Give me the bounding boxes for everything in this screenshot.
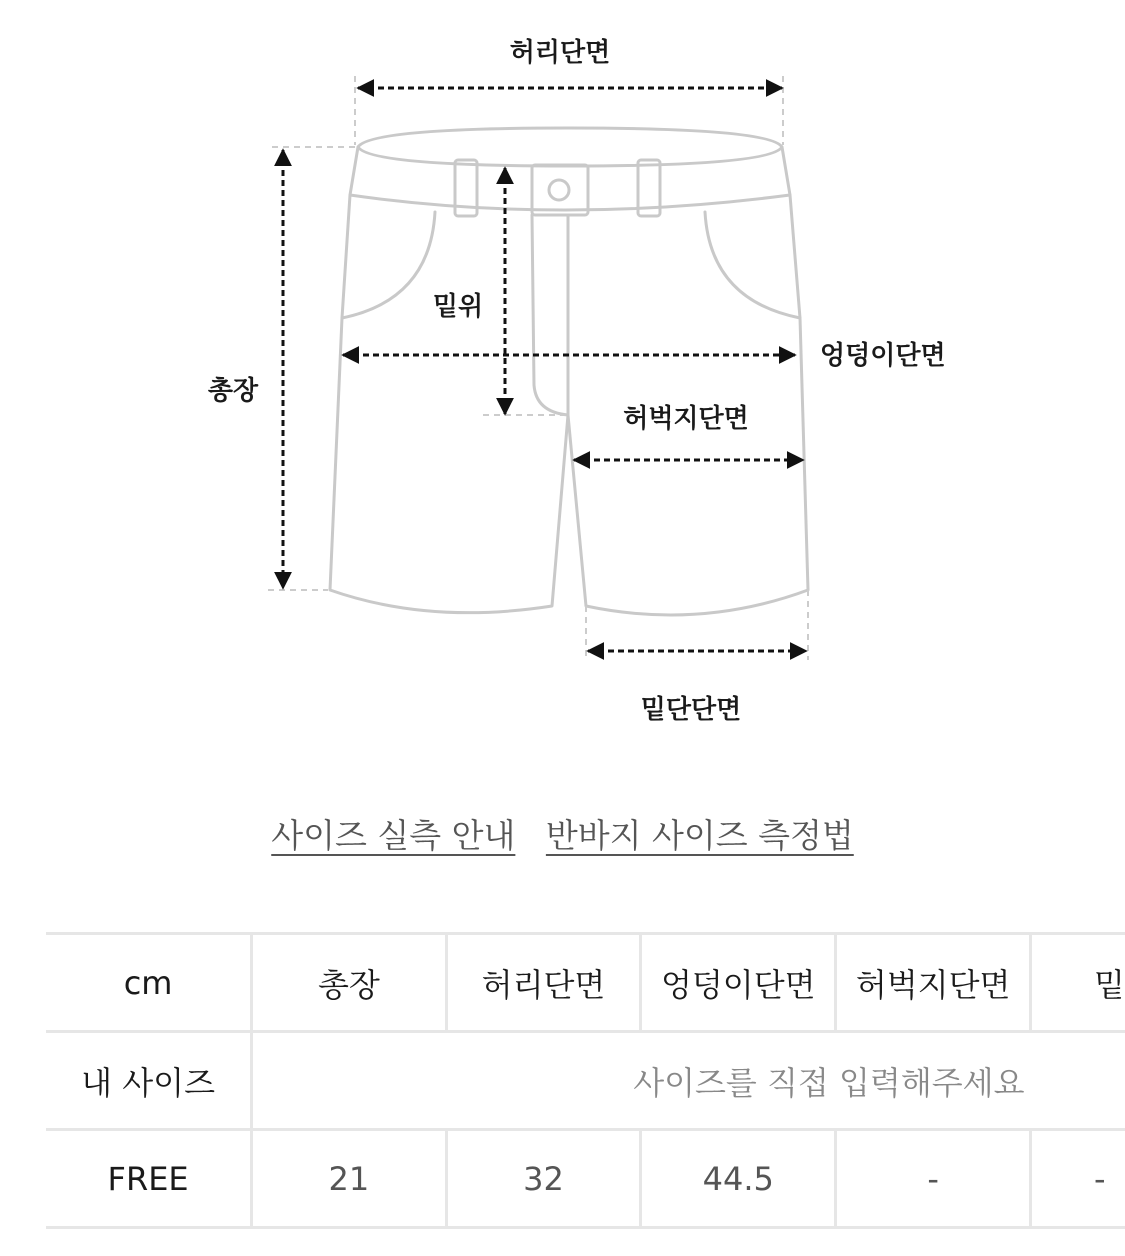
length-label: 총장 <box>207 376 259 406</box>
thigh-label: 허벅지단면 <box>623 404 749 434</box>
table-row-my-size <box>46 1032 1125 1130</box>
measurement-arrows <box>283 88 806 651</box>
row-size-label: FREE <box>46 1130 252 1228</box>
table-row <box>46 1130 1125 1228</box>
waist-label: 허리단면 <box>509 38 611 68</box>
my-size-placeholder: 사이즈를 직접 입력해주세요 <box>633 1063 1025 1102</box>
shorts-outline <box>330 128 808 615</box>
hip-label: 엉덩이단면 <box>820 341 946 371</box>
table-header-row <box>46 934 1125 1032</box>
size-links <box>0 810 1125 857</box>
size-table <box>46 932 1125 1229</box>
cell-waist: 32 <box>446 1130 641 1228</box>
header-waist: 허리단면 <box>446 934 641 1032</box>
cell-hip: 44.5 <box>641 1130 836 1228</box>
cell-thigh: - <box>836 1130 1031 1228</box>
header-hem: 밑 <box>1031 934 1125 1032</box>
measure-method-link[interactable]: 반바지 사이즈 측정법 <box>545 816 854 855</box>
my-size-input[interactable] <box>252 1032 1125 1130</box>
rise-label: 밑위 <box>432 292 484 322</box>
cell-hem: - <box>1031 1130 1125 1228</box>
header-thigh: 허벅지단면 <box>836 934 1031 1032</box>
header-hip: 엉덩이단면 <box>641 934 836 1032</box>
header-length: 총장 <box>252 934 446 1032</box>
size-guide-link[interactable]: 사이즈 실측 안내 <box>271 816 516 855</box>
my-size-label: 내 사이즈 <box>46 1032 252 1130</box>
hem-label: 밑단단면 <box>640 695 742 725</box>
cell-length: 21 <box>252 1130 446 1228</box>
header-unit: cm <box>46 934 252 1032</box>
